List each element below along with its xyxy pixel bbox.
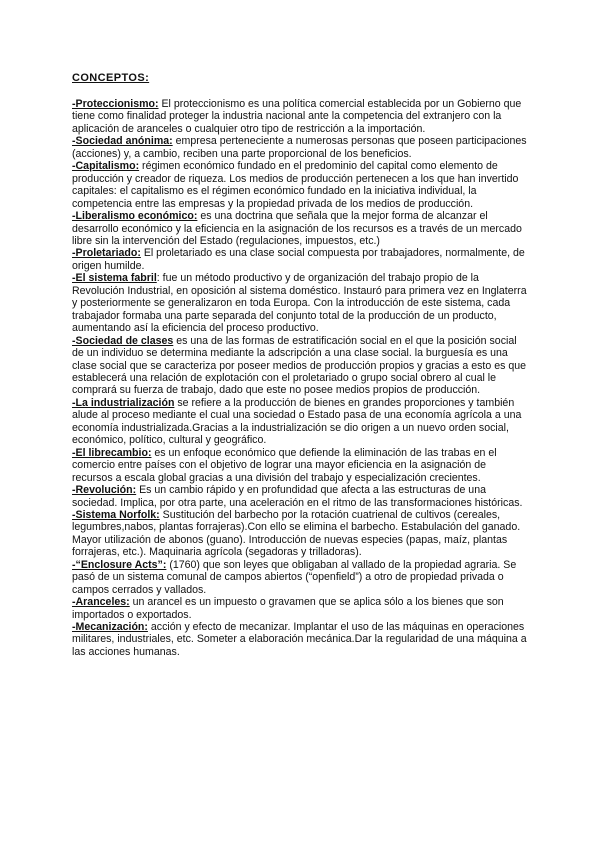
page-heading: CONCEPTOS: <box>72 72 150 84</box>
definition-proletariado <box>72 247 528 272</box>
definition-term: -Liberalismo económico: <box>72 210 198 223</box>
definition-sociedad-de-clases <box>72 335 528 397</box>
definition-text: El proteccionismo es una política comercial establecida por un Gobierno que tiene como finalidad proteger la industria nacional ante la competencia del extranjero con la aplicación de aranceles o cualquier otro tipo de restricción a la importación. <box>72 98 522 135</box>
definition-term: -Aranceles: <box>72 596 130 609</box>
definition-term: -Capitalismo: <box>72 160 140 173</box>
definition-term: -Proteccionismo: <box>72 98 159 110</box>
definition-term: -Revolución: <box>72 484 137 497</box>
definitions-list <box>72 98 528 658</box>
definition-term: -El sistema fabril <box>72 272 157 285</box>
definition-text: es una doctrina que señala que la mejor forma de alcanzar el desarrollo económico y la eficiencia en la asignación de los recursos es a través de un mercado libre sin la intervención del Estado (regulaciones, impuestos, etc.) <box>72 210 522 247</box>
definition-text: Sustitución del barbecho por la rotación cuatrienal de cultivos (cereales, legumbres,nabos, plantas forrajeras).Con ello se elimina el barbecho. Estabulación del ganado. Mayor utilización de abonos (guano). Introducción de nuevas especies (papas, maíz, plantas forrajeras, etc.). Maquinaria agrícola (segadoras y trilladoras). <box>72 508 521 559</box>
definition-sistema-fabril <box>72 272 528 334</box>
definition-text: es una de las formas de estratificación social en el que la posición social de un individuo se determina mediante la adscripción a una clase social. la burguesía es una clase social que se caracteriza por poseer medios de producción propios y gracias a esto es que establecerá una relación de explotación con el proletariado o grupo social obrero al cual le comprará su fuerza de trabajo, dado que este no posee medios propios de producción. <box>72 334 527 397</box>
definition-revolucion <box>72 484 528 509</box>
definition-term: -Mecanización: <box>72 621 148 634</box>
definition-term: -Sociedad anónima: <box>72 135 173 148</box>
definition-text: (1760) que son leyes que obligaban al vallado de la propiedad agraria. Se pasó de un sistema comunal de campos abiertos (“openfield”) a otro de propiedad privada o campos cerrados y vallados. <box>72 558 517 596</box>
definition-term: -La industrialización <box>72 396 175 409</box>
definition-aranceles <box>72 596 528 621</box>
definition-librecambio <box>72 447 528 484</box>
definition-text: El proletariado es una clase social compuesta por trabajadores, normalmente, de origen humilde. <box>72 247 525 272</box>
definition-mecanizacion <box>72 621 528 658</box>
definition-text: es un enfoque económico que defiende la eliminación de las trabas en el comercio entre países con el objetivo de lograr una mayor eficiencia en la asignación de recursos a escala global gracias a una división del trabajo y especialización crecientes. <box>72 446 497 484</box>
definition-text: Es un cambio rápido y en profundidad que afecta a las estructuras de una sociedad. Implica, por otra parte, una aceleración en el ritmo de las transformaciones históricas. <box>72 484 523 509</box>
definition-term: -Sociedad de clases <box>72 334 174 347</box>
definition-text: empresa perteneciente a numerosas personas que poseen participaciones (acciones) y, a cambio, reciben una parte proporcional de los beneficios. <box>72 135 527 160</box>
definition-industrializacion <box>72 397 528 447</box>
definition-sistema-norfolk <box>72 509 528 559</box>
definition-term: -Proletariado: <box>72 247 141 260</box>
definition-capitalismo <box>72 160 528 210</box>
definition-term: -El librecambio: <box>72 446 152 459</box>
definition-proteccionismo <box>72 98 528 135</box>
definition-term: -Sistema Norfolk: <box>72 508 160 521</box>
definition-sociedad-anonima <box>72 135 528 160</box>
definition-text: un arancel es un impuesto o gravamen que se aplica sólo a los bienes que son importados o exportados. <box>72 596 504 621</box>
definition-text: : fue un método productivo y de organización del trabajo propio de la Revolución Industrial, en oposición al sistema doméstico. Instauró para primera vez en Inglaterra y posteriormente se generalizaron en toda Europa. Con la introducción de este sistema, cada trabajador formaba una parte separada del conjunto total de la producción de un producto, aumentando así la eficiencia del proceso productivo. <box>72 272 527 335</box>
definition-text: se refiere a la producción de bienes en grandes proporciones y también alude al proceso mediante el cual una sociedad o Estado pasa de una economía agrícola a una economía industrializada.Gracias a la industrialización se dio origen a un nuevo orden social, económico, político, cultural y geográfico. <box>72 396 522 447</box>
definition-text: régimen económico fundado en el predominio del capital como elemento de producción y creador de riqueza. Los medios de producción pertenecen a los que han invertido capitales: el capitalismo es el régimen económico fundado en la iniciativa individual, la competencia entre las empresas y la propiedad privada de los medios de producción. <box>72 160 519 210</box>
definition-enclosure-acts <box>72 559 528 596</box>
definition-term: -“Enclosure Acts”: <box>72 558 167 571</box>
definition-text: acción y efecto de mecanizar. Implantar el uso de las máquinas en operaciones militares, industriales, etc. Someter a elaboración mecánica.Dar la regularidad de una máquina a las acciones humanas. <box>72 621 527 658</box>
definition-liberalismo-economico <box>72 210 528 247</box>
